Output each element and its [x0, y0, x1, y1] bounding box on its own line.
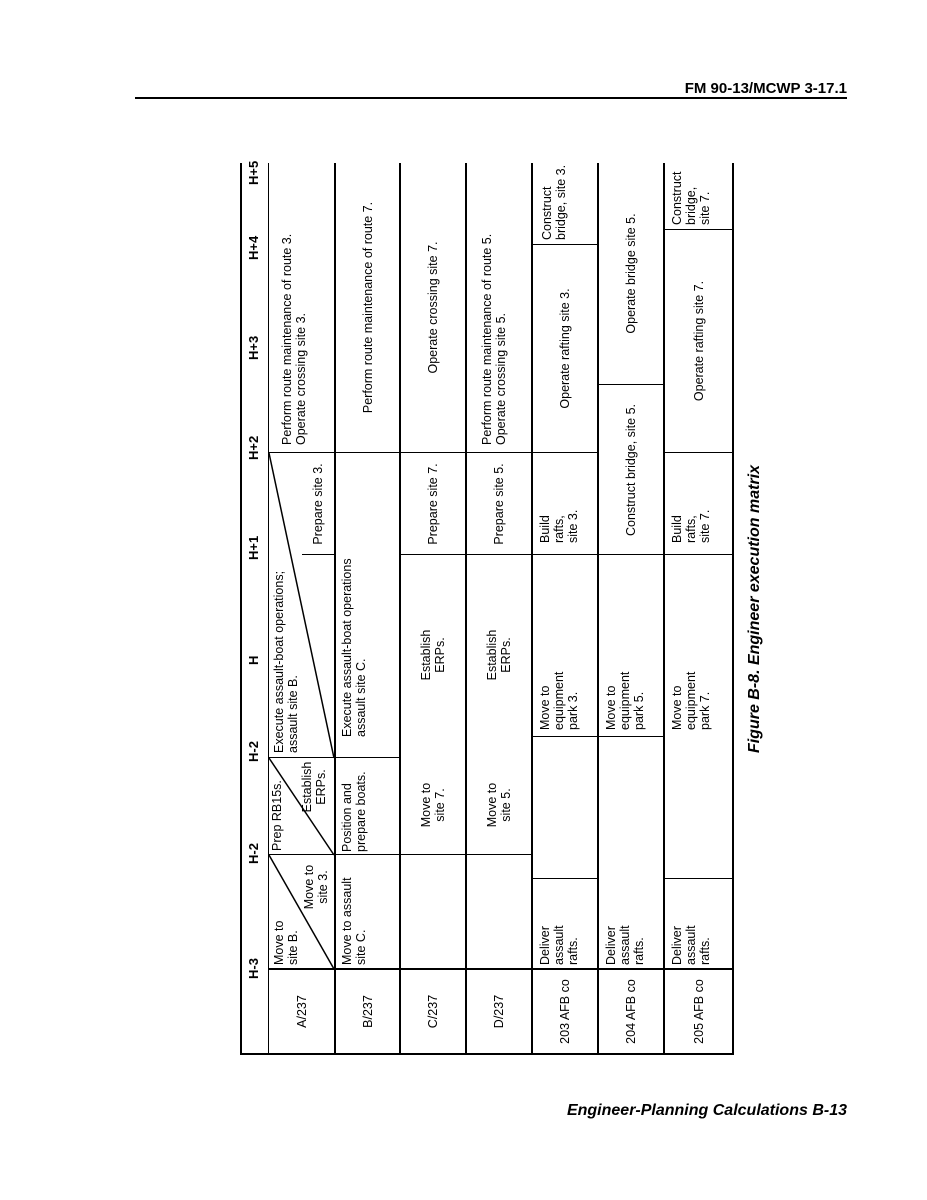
unit-b237: B/237 — [360, 995, 375, 1028]
unit-d237: D/237 — [492, 994, 506, 1029]
b237-later-tasks: Perform route maintenance of route 7. — [360, 201, 375, 414]
header-rule — [135, 97, 847, 99]
afb204-move: Move to equipment park 5. — [604, 671, 646, 730]
col-header-h1: H+1 — [246, 535, 261, 560]
unit-205-afb: 205 AFB co — [691, 979, 706, 1044]
running-footer: Engineer-Planning Calculations B-13 — [566, 1102, 847, 1119]
cell-line — [336, 854, 399, 855]
col-header-h: H — [246, 655, 261, 665]
a237-move-site-3: Move to site 3. — [302, 864, 330, 910]
b237-move: Move to assault site C. — [340, 877, 368, 965]
cell-line — [665, 554, 732, 555]
col-header-h-2: H-2 — [246, 843, 261, 864]
d237-establish: Establish ERPs. — [485, 629, 513, 681]
afb205-deliver: Deliver assault rafts. — [670, 925, 712, 965]
afb203-deliver: Deliver assault rafts. — [538, 925, 580, 965]
c237-establish: Establish ERPs. — [419, 629, 447, 681]
col-header-h5: H+5 — [246, 160, 261, 185]
afb205-construct: Construct bridge, site 7. — [670, 171, 712, 225]
b237-position: Position and prepare boats. — [340, 771, 368, 852]
cell-line — [533, 452, 597, 453]
afb205-operate: Operate rafting site 7. — [691, 280, 706, 402]
unit-203-afb: 203 AFB co — [558, 979, 572, 1044]
afb204-operate: Operate bridge site 5. — [624, 213, 638, 334]
col-header-h4: H+4 — [246, 235, 261, 260]
afb205-build: Build rafts, site 7. — [670, 509, 712, 543]
b237-execute: Execute assault-boat operations assault site C. — [340, 558, 368, 737]
col-header-h-3: H-3 — [246, 958, 261, 979]
a237-prepare-site: Prepare site 3. — [311, 463, 325, 545]
a237-establish-erps: Establish ERPs. — [300, 761, 328, 813]
cell-line — [533, 554, 597, 555]
afb203-move: Move to equipment park 3. — [538, 671, 580, 730]
unit-a237: A/237 — [294, 995, 309, 1028]
c237-prepare: Prepare site 7. — [426, 463, 440, 545]
a237-later-tasks: Perform route maintenance of route 3. Operate crossing site 3. — [280, 233, 308, 445]
running-header: FM 90-13/MCWP 3-17.1 — [684, 80, 847, 97]
c237-later-tasks: Operate crossing site 7. — [426, 241, 440, 374]
col-header-h2: H+2 — [246, 435, 261, 460]
d237-prepare: Prepare site 5. — [492, 463, 506, 545]
afb203-build: Build rafts, site 3. — [538, 509, 580, 543]
figure-caption: Figure B-8. Engineer execution matrix — [746, 464, 763, 754]
afb203-construct: Construct bridge, site 3. — [540, 164, 568, 240]
col-header-h3: H+3 — [246, 335, 261, 360]
cell-line — [599, 736, 663, 737]
cell-line — [336, 452, 399, 453]
afb204-construct: Construct bridge, site 5. — [624, 404, 638, 537]
unit-204-afb: 204 AFB co — [624, 979, 638, 1044]
col-header-h-2b: H-2 — [246, 741, 261, 762]
cell-line — [665, 878, 732, 879]
execution-matrix — [240, 160, 763, 1055]
afb203-operate: Operate rafting site 3. — [558, 288, 572, 409]
a237-prep-rb15: Prep RB15s. — [270, 780, 284, 851]
d237-move: Move to site 5. — [485, 782, 513, 828]
cell-line — [665, 452, 732, 453]
a237-execute-ops: Execute assault-boat operations; assault site B. — [272, 570, 300, 753]
a237-move-site-b: Move to site B. — [272, 920, 300, 965]
afb205-move: Move to equipment park 7. — [670, 671, 712, 730]
cell-line — [533, 878, 597, 879]
afb204-deliver: Deliver assault rafts. — [604, 925, 646, 965]
unit-c237: C/237 — [426, 994, 440, 1029]
d237-later-tasks: Perform route maintenance of route 5. Operate crossing site 5. — [480, 233, 508, 445]
cell-line — [533, 736, 597, 737]
c237-move: Move to site 7. — [419, 782, 447, 828]
